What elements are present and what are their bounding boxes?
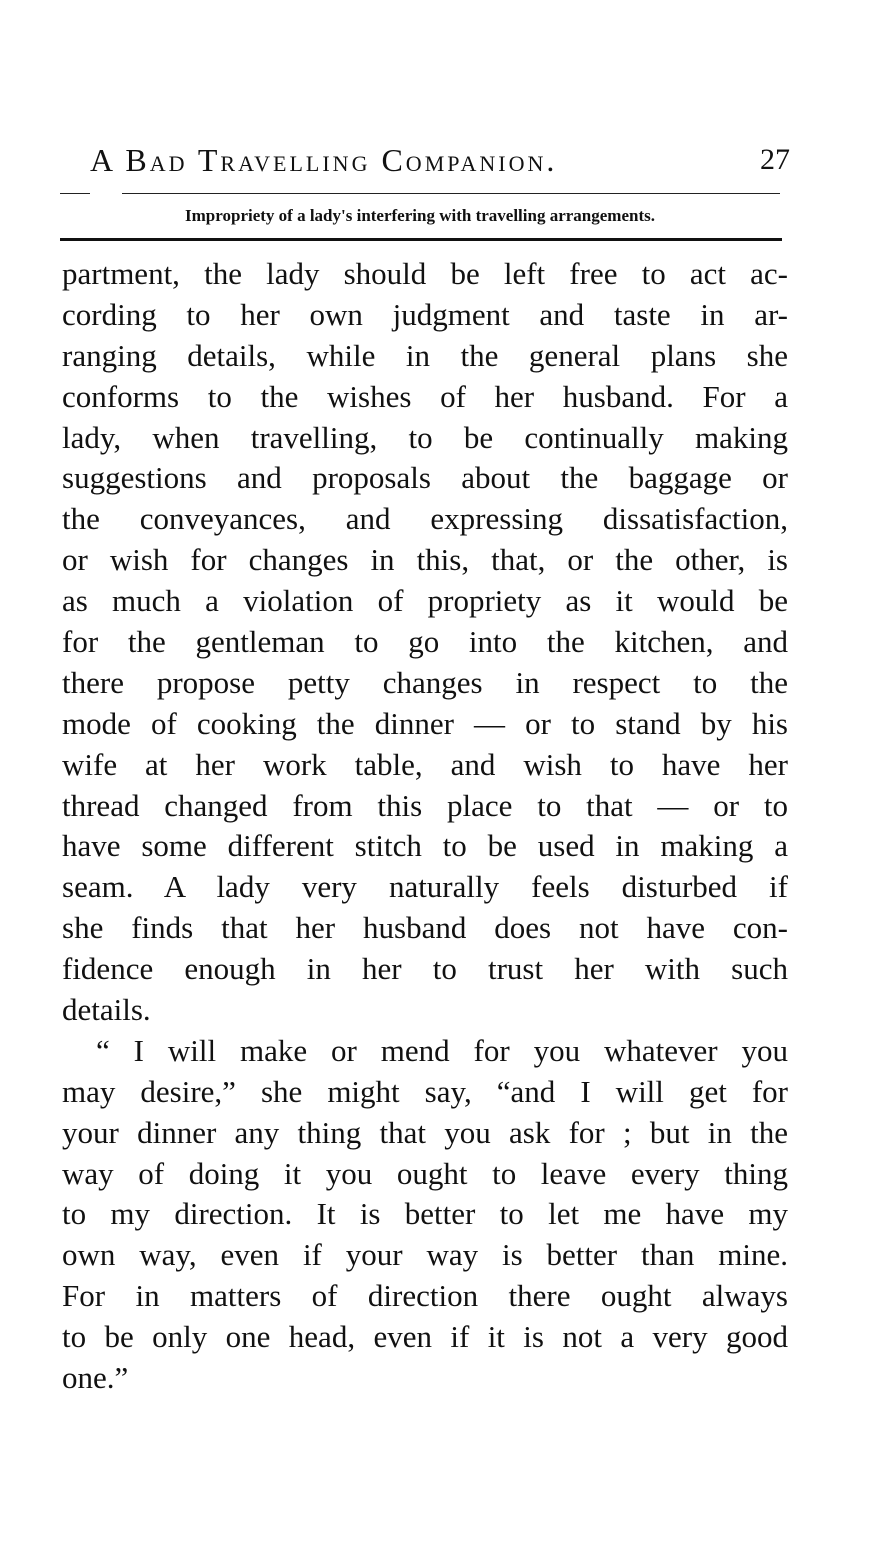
text-line: fidence enough in her to trust her with such [62,951,788,987]
page-number: 27 [760,143,790,176]
header-rule-top [122,193,780,194]
header-rule-short [60,193,90,194]
text-line: “ I will make or mend for you whatever you [96,1032,788,1068]
text-line: For in matters of direction there ought always [62,1278,788,1314]
text-line: ranging details, while in the general plans she [62,337,788,373]
paragraph-2 [62,1031,788,1399]
text-line: way of doing it you ought to leave every thing [62,1155,788,1191]
text-line: she finds that her husband does not have con- [62,910,788,946]
running-title: A Bad Travelling Companion. [90,142,558,178]
header-rule-bottom [60,238,782,241]
text-line: conforms to the wishes of her husband. For a [62,378,788,414]
text-line: for the gentleman to go into the kitchen, and [62,624,788,660]
section-subhead: Impropriety of a lady's interfering with travelling arrangements. [185,206,655,225]
body-text [62,254,788,1399]
paragraph-1 [62,254,788,1031]
text-line: may desire,” she might say, “and I will get for [62,1073,788,1109]
running-head [60,140,790,180]
text-line: lady, when travelling, to be continually making [62,419,788,455]
text-line: as much a violation of propriety as it would be [62,583,788,619]
text-line: partment, the lady should be left free to act ac- [62,256,788,291]
text-line: cording to her own judgment and taste in ar- [62,296,788,332]
text-line: own way, even if your way is better than mine. [62,1237,788,1273]
text-line: or wish for changes in this, that, or the other, is [62,542,788,578]
text-line: details. [62,992,151,1028]
text-line: mode of cooking the dinner — or to stand by his [62,705,788,741]
text-line: to be only one head, even if it is not a very good [62,1319,788,1355]
text-line: to my direction. It is better to let me have my [62,1196,788,1232]
text-line: thread changed from this place to that — or to [62,787,788,823]
text-line: one.” [62,1360,129,1396]
text-line: seam. A lady very naturally feels disturbed if [62,869,788,905]
text-line: wife at her work table, and wish to have her [62,746,788,782]
text-line: your dinner any thing that you ask for ; but in the [62,1114,788,1150]
text-line: have some different stitch to be used in making a [62,828,788,864]
text-line: suggestions and proposals about the baggage or [62,460,788,496]
text-line: the conveyances, and expressing dissatisfaction, [62,501,788,537]
text-line: there propose petty changes in respect to the [62,664,788,700]
